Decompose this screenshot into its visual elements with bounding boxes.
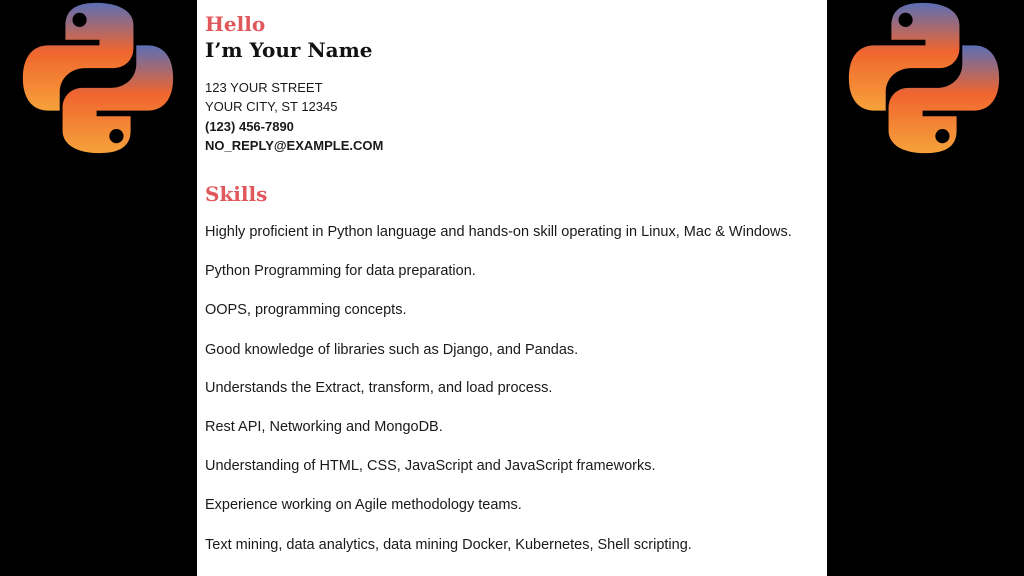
resume-document (197, 0, 827, 576)
skill-item: Understands the Extract, transform, and load process. (205, 380, 553, 396)
skill-item: OOPS, programming concepts. (205, 302, 407, 318)
skill-item: Rest API, Networking and MongoDB. (205, 419, 443, 435)
skill-item: Python Programming for data preparation. (205, 263, 476, 279)
email-address: NO_REPLY@EXAMPLE.COM (205, 138, 384, 153)
skill-item: Understanding of HTML, CSS, JavaScript and JavaScript frameworks. (205, 458, 656, 474)
python-logo-icon (846, 0, 1002, 156)
skill-item: Good knowledge of libraries such as Django, and Pandas. (205, 342, 579, 358)
skill-item: Experience working on Agile methodology teams. (205, 497, 522, 513)
python-logo-icon (20, 0, 176, 156)
street-address: 123 YOUR STREET (205, 80, 323, 95)
city-address: YOUR CITY, ST 12345 (205, 99, 338, 114)
greeting-heading: Hello (205, 12, 266, 36)
skills-heading: Skills (205, 182, 268, 206)
phone-number: (123) 456-7890 (205, 119, 294, 134)
skill-item: Highly proficient in Python language and hands-on skill operating in Linux, Mac & Windows. (205, 224, 792, 240)
name-heading: I’m Your Name (205, 38, 373, 62)
skill-item: Text mining, data analytics, data mining Docker, Kubernetes, Shell scripting. (205, 537, 692, 553)
